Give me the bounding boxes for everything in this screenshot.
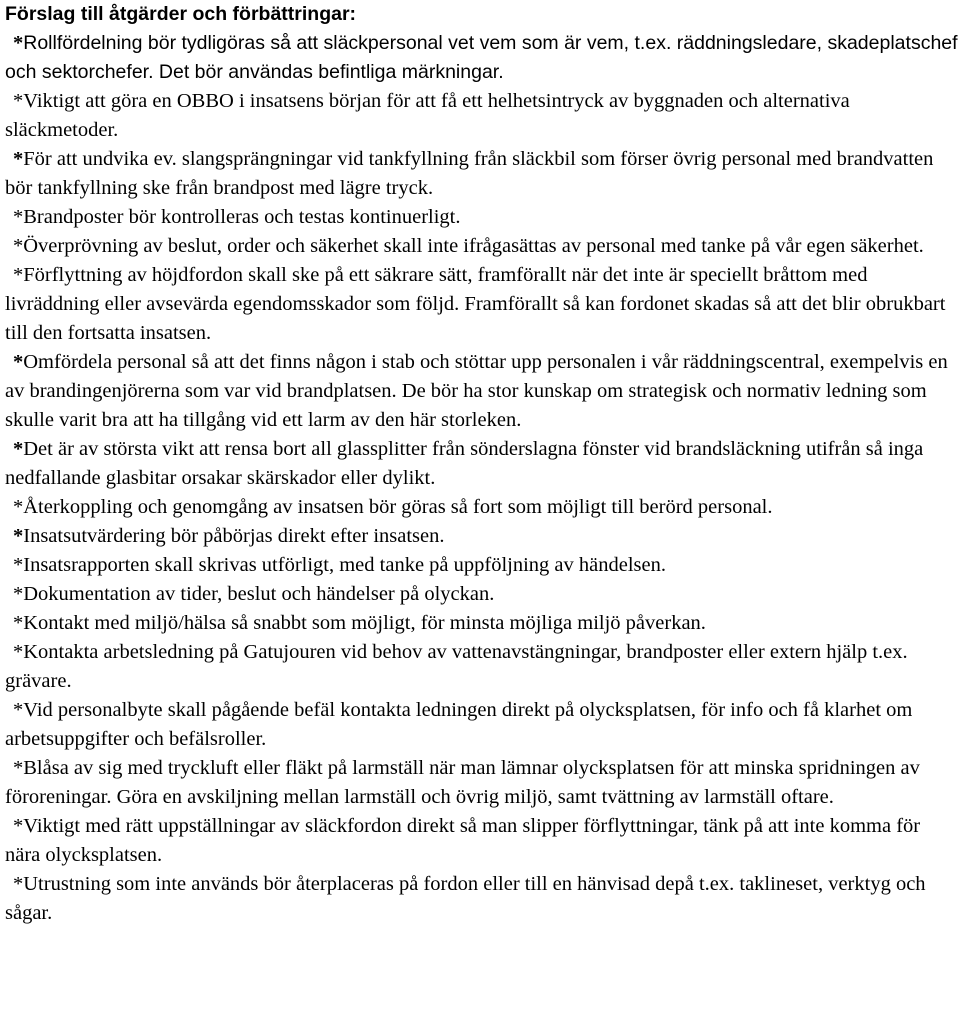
bullet-star: *	[13, 32, 24, 54]
list-item	[5, 435, 960, 493]
list-item	[5, 261, 960, 348]
item-text: Kontakt med miljö/hälsa så snabbt som möjligt, för minsta möjliga miljö påverkan.	[23, 612, 706, 634]
list-item	[5, 29, 960, 87]
bullet-star: *	[13, 206, 24, 228]
item-text: Brandposter bör kontrolleras och testas kontinuerligt.	[23, 206, 461, 228]
list-item	[5, 522, 960, 551]
item-text: Insatsrapporten skall skrivas utförligt, med tanke på uppföljning av händelsen.	[23, 554, 666, 576]
bullet-star: *	[13, 235, 24, 257]
item-text: Viktigt att göra en OBBO i insatsens början för att få ett helhetsintryck av byggnaden och alternativa släckmetoder.	[5, 90, 850, 141]
list-item	[5, 87, 960, 145]
list-item	[5, 609, 960, 638]
document	[5, 2, 960, 928]
item-text: Rollfördelning bör tydligöras så att släckpersonal vet vem som är vem, t.ex. räddningsledare, skadeplatschef och sektorchefer. Det bör användas befintliga märkningar.	[5, 32, 958, 83]
bullet-star: *	[13, 438, 24, 460]
bullet-star: *	[13, 583, 24, 605]
item-text: Insatsutvärdering bör påbörjas direkt efter insatsen.	[23, 525, 445, 547]
list-item	[5, 870, 960, 928]
bullet-star: *	[13, 264, 24, 286]
bullet-star: *	[13, 641, 24, 663]
item-text: För att undvika ev. slangsprängningar vid tankfyllning från släckbil som förser övrig personal med brandvatten bör tankfyllning ske från brandpost med lägre tryck.	[5, 148, 934, 199]
bullet-star: *	[13, 90, 24, 112]
bullet-star: *	[13, 554, 24, 576]
bullet-star: *	[13, 815, 24, 837]
item-text: Dokumentation av tider, beslut och händelser på olyckan.	[23, 583, 495, 605]
heading: Förslag till åtgärder och förbättringar:	[5, 3, 357, 25]
item-text: Viktigt med rätt uppställningar av släckfordon direkt så man slipper förflyttningar, tänk på att inte komma för nära olycksplatsen.	[5, 815, 921, 866]
list-item	[5, 754, 960, 812]
list-item	[5, 812, 960, 870]
item-text: Vid personalbyte skall pågående befäl kontakta ledningen direkt på olycksplatsen, för info och få klarhet om arbetsuppgifter och befälsroller.	[5, 699, 913, 750]
item-text: Förflyttning av höjdfordon skall ske på ett säkrare sätt, framförallt när det inte är speciellt bråttom med livräddning eller avsevärda egendomsskador som följd. Framförallt så kan fordonet skadas så att det blir obrukbart till den fortsatta insatsen.	[5, 264, 946, 344]
item-text: Blåsa av sig med tryckluft eller fläkt på larmställ när man lämnar olycksplatsen för att minska spridningen av föroreningar. Göra en avskiljning mellan larmställ och övrig miljö, samt tvättning av larmställ oftare.	[5, 757, 920, 808]
list-item	[5, 696, 960, 754]
item-text: Omfördela personal så att det finns någon i stab och stöttar upp personalen i vår räddningscentral, exempelvis en av brandingenjörerna som var vid brandplatsen. De bör ha stor kunskap om strategisk och normativ ledning som skulle varit bra att ha tillgång vid ett larm av den här storleken.	[5, 351, 948, 431]
bullet-star: *	[13, 351, 24, 373]
bullet-star: *	[13, 699, 24, 721]
bullet-star: *	[13, 148, 24, 170]
item-text: Återkoppling och genomgång av insatsen bör göras så fort som möjligt till berörd personal.	[23, 496, 773, 518]
list-item	[5, 348, 960, 435]
item-text: Utrustning som inte används bör återplaceras på fordon eller till en hänvisad depå t.ex. taklineset, verktyg och sågar.	[5, 873, 926, 924]
bullet-star: *	[13, 873, 24, 895]
list-item	[5, 232, 960, 261]
item-text: Överprövning av beslut, order och säkerhet skall inte ifrågasättas av personal med tanke på vår egen säkerhet.	[23, 235, 924, 257]
item-text: Kontakta arbetsledning på Gatujouren vid behov av vattenavstängningar, brandposter eller extern hjälp t.ex. grävare.	[5, 641, 908, 692]
bullet-star: *	[13, 612, 24, 634]
list-item	[5, 580, 960, 609]
bullet-star: *	[13, 496, 24, 518]
bullet-star: *	[13, 757, 24, 779]
list-item	[5, 493, 960, 522]
bullet-star: *	[13, 525, 24, 547]
list-item	[5, 638, 960, 696]
list-item	[5, 145, 960, 203]
list-item	[5, 203, 960, 232]
item-text: Det är av största vikt att rensa bort all glassplitter från sönderslagna fönster vid brandsläckning utifrån så inga nedfallande glasbitar orsakar skärskador eller dylikt.	[5, 438, 924, 489]
list-item	[5, 551, 960, 580]
